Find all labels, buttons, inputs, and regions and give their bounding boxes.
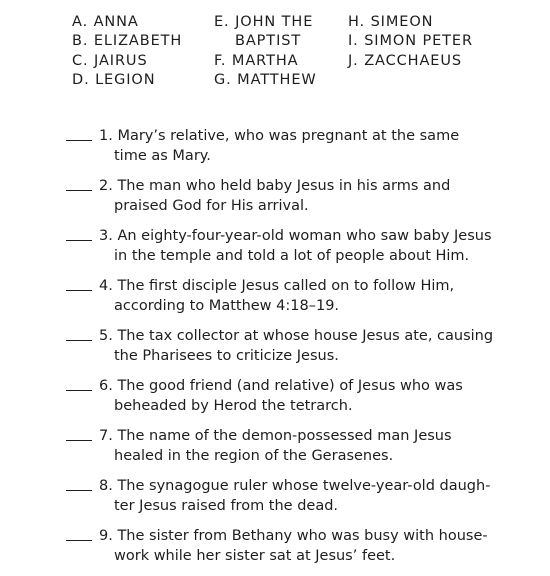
answer-blank[interactable] — [66, 476, 92, 491]
question-text: The sister from Bethany who was busy with house- — [117, 528, 488, 544]
question-text: The tax collector at whose house Jesus ate, causing — [117, 328, 494, 344]
question-number: 8. — [99, 478, 113, 494]
answer-blank[interactable] — [66, 226, 92, 241]
answer-blank[interactable] — [66, 326, 92, 341]
answer-blank[interactable] — [66, 126, 92, 141]
question-text: An eighty-four-year-old woman who saw baby Jesus — [117, 228, 492, 244]
question-item — [66, 126, 536, 166]
question-text-cont: ter Jesus raised from the dead. — [114, 498, 339, 514]
question-list — [66, 126, 536, 576]
question-text-cont: time as Mary. — [114, 148, 211, 164]
question-text: The good friend (and relative) of Jesus who was — [117, 378, 463, 394]
answer-option: D. LEGION — [72, 72, 156, 89]
question-text-cont: according to Matthew 4:18–19. — [114, 298, 340, 314]
answer-option: B. ELIZABETH — [72, 33, 183, 50]
question-item — [66, 226, 536, 266]
question-text-cont: healed in the region of the Gerasenes. — [114, 448, 394, 464]
question-text-cont: the Pharisees to criticize Jesus. — [114, 348, 339, 364]
question-number: 1. — [99, 128, 113, 144]
question-number: 3. — [99, 228, 113, 244]
question-number: 6. — [99, 378, 113, 394]
question-text-cont: in the temple and told a lot of people about Him. — [114, 248, 470, 264]
question-text: The name of the demon-possessed man Jesus — [117, 428, 452, 444]
answer-option: I. SIMON PETER — [348, 33, 473, 50]
question-item — [66, 326, 536, 366]
answer-blank[interactable] — [66, 526, 92, 541]
question-text: The synagogue ruler whose twelve-year-old daugh- — [117, 478, 491, 494]
answer-column-3 — [348, 13, 473, 71]
question-text: The man who held baby Jesus in his arms and — [117, 178, 451, 194]
answer-blank[interactable] — [66, 176, 92, 191]
question-number: 9. — [99, 528, 113, 544]
answer-option: H. SIMEON — [348, 14, 434, 30]
answer-option: J. ZACCHAEUS — [348, 52, 462, 69]
question-item — [66, 276, 536, 316]
answer-option: E. JOHN THE — [214, 14, 314, 30]
question-text-cont: praised God for His arrival. — [114, 198, 309, 214]
question-item — [66, 526, 536, 566]
answer-option: G. MATTHEW — [214, 72, 317, 89]
question-item — [66, 476, 536, 516]
question-number: 5. — [99, 328, 113, 344]
answer-blank[interactable] — [66, 376, 92, 391]
answer-column-1 — [72, 13, 182, 91]
question-number: 4. — [99, 278, 113, 294]
question-text: The first disciple Jesus called on to follow Him, — [117, 278, 455, 294]
question-text-cont: work while her sister sat at Jesus’ feet. — [114, 548, 396, 564]
answer-option-continuation: BAPTIST — [235, 33, 302, 50]
answer-option: F. MARTHA — [214, 52, 299, 69]
answer-option: C. JAIRUS — [72, 52, 148, 69]
answer-column-2 — [214, 13, 317, 91]
question-item — [66, 426, 536, 466]
question-item — [66, 176, 536, 216]
question-item — [66, 376, 536, 416]
answer-blank[interactable] — [66, 276, 92, 291]
question-text-cont: beheaded by Herod the tetrarch. — [114, 398, 353, 414]
answer-blank[interactable] — [66, 426, 92, 441]
question-number: 7. — [99, 428, 113, 444]
question-number: 2. — [99, 178, 113, 194]
question-text: Mary’s relative, who was pregnant at the same — [117, 128, 460, 144]
answer-option: A. ANNA — [72, 14, 139, 30]
